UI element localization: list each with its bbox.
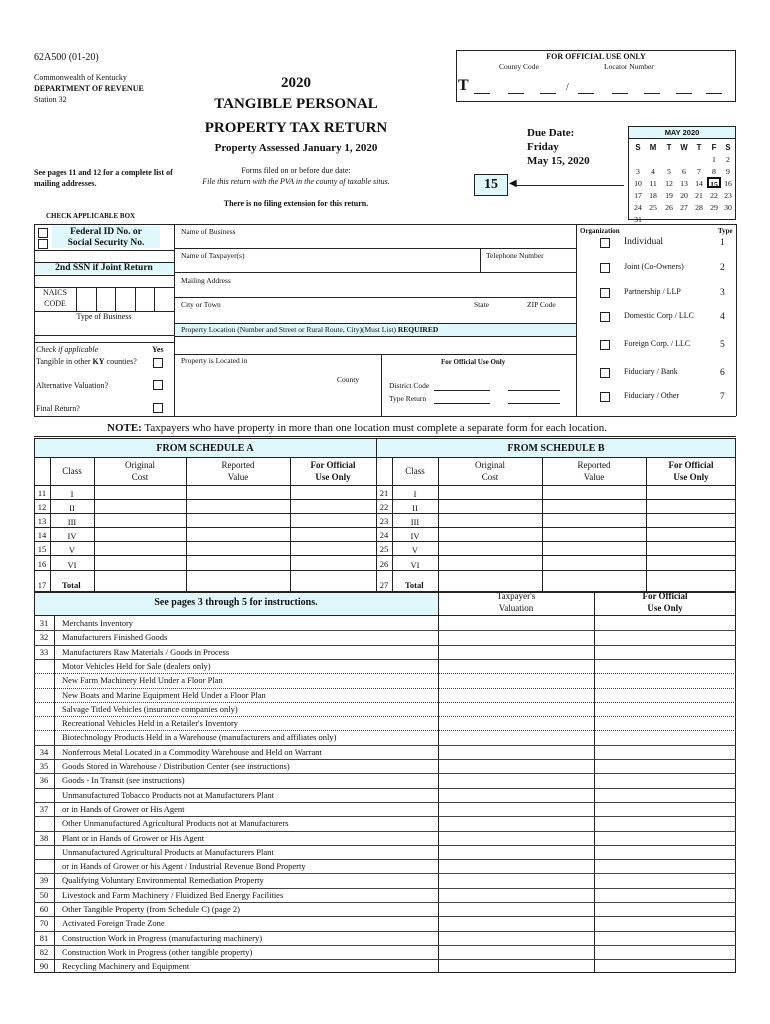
- city-label: City or Town: [181, 300, 221, 309]
- item-row-line: [34, 688, 736, 689]
- calendar-day: 23: [724, 191, 732, 200]
- item-description: New Boats and Marine Equipment Held Under a Floor Plan: [62, 689, 266, 700]
- sched-a-line-number: 15: [37, 544, 47, 554]
- calendar-dow: T: [666, 143, 672, 152]
- official-use-title: FOR OFFICIAL USE ONLY: [546, 52, 646, 61]
- sched-b-line-number: 24: [379, 530, 389, 540]
- ssn-checkbox[interactable]: [38, 239, 48, 249]
- sched-a-line-number: 14: [37, 530, 47, 540]
- item-row-line: [34, 730, 736, 731]
- type-business-field[interactable]: [34, 311, 175, 336]
- item-description: New Farm Machinery Held Under a Floor Plan: [62, 675, 223, 686]
- item-row-line: [34, 859, 736, 860]
- calendar-day: 4: [651, 167, 655, 176]
- sched-a-off-hdr-2: Use Only: [315, 472, 351, 482]
- sched-a-orig-hdr-2: Cost: [131, 472, 149, 482]
- type-return-label: Type Return: [389, 394, 427, 403]
- item-row-line: [34, 916, 736, 917]
- county-code-label: County Code: [499, 62, 539, 71]
- calendar-day: 22: [710, 191, 718, 200]
- org-type-number: 2: [720, 263, 725, 273]
- calendar-day: 6: [682, 167, 686, 176]
- item-row-line: [34, 773, 736, 774]
- item-row-line: [34, 802, 736, 803]
- org-type-number: 4: [720, 312, 725, 322]
- org-type-checkbox[interactable]: [600, 368, 610, 378]
- sched-b-class-hdr: Class: [405, 466, 425, 476]
- organization-header: Organization: [580, 227, 620, 235]
- item-description: Construction Work in Progress (other tangible property): [62, 946, 253, 957]
- org-type-label: Foreign Corp. / LLC: [624, 339, 691, 348]
- item-row-line: [34, 873, 736, 874]
- org-type-number: 5: [720, 340, 725, 350]
- naics-label-1: NAICS: [42, 288, 67, 297]
- arrow-left-icon: ◀: [509, 178, 517, 189]
- item-line-number: 39: [39, 875, 49, 886]
- sched-a-line-number: 16: [37, 559, 47, 569]
- calendar-day: 28: [695, 203, 703, 212]
- sched-b-rep-hdr-2: Value: [583, 472, 605, 482]
- form-year: 2020: [281, 75, 311, 91]
- item-line-number: 50: [39, 889, 49, 900]
- sched-a-rep-hdr-1: Reported: [221, 460, 255, 470]
- calendar-day: 21: [695, 191, 703, 200]
- instructions-note: See pages 3 through 5 for instructions.: [154, 597, 318, 608]
- filed-note: Forms filed on or before due date:: [241, 166, 351, 175]
- item-description: Biotechnology Products Held in a Warehouse (manufacturers and affiliates only): [62, 732, 337, 743]
- item-line-number: 90: [39, 961, 49, 972]
- calendar-day: 7: [697, 167, 701, 176]
- calendar-day: 14: [695, 179, 703, 188]
- agency-line1: Commonwealth of Kentucky: [34, 73, 127, 82]
- sched-a-class: II: [69, 503, 75, 513]
- sched-a-class: V: [68, 545, 76, 555]
- schedule-row-line: [34, 541, 736, 542]
- org-type-number: 7: [720, 392, 725, 402]
- item-description: or in Hands of Grower or His Agent: [62, 803, 185, 814]
- item-line-number: 34: [39, 746, 49, 757]
- item-row-line: [34, 788, 736, 789]
- calendar-day: 20: [680, 191, 688, 200]
- sched-b-total-label: Total: [405, 580, 424, 590]
- item-description: Livestock and Farm Machinery / Fluidized Bed Energy Facilities: [62, 889, 284, 900]
- note-line: NOTE: Taxpayers who have property in more than one location must complete a separate form for each location.: [107, 422, 607, 434]
- sched-a-class: VI: [67, 560, 77, 570]
- item-description: Manufacturers Finished Goods: [62, 632, 168, 643]
- business-name-label: Name of Business: [181, 227, 236, 236]
- calendar-day: 10: [634, 179, 642, 188]
- second-ssn-label: 2nd SSN if Joint Return: [55, 263, 153, 273]
- org-type-label: Fiduciary / Bank: [624, 367, 678, 376]
- county-label: County: [337, 375, 360, 384]
- sched-a-class: I: [70, 489, 74, 499]
- item-description: Qualifying Voluntary Environmental Remediation Property: [62, 875, 264, 886]
- form-id: 62A500 (01-20): [34, 52, 99, 63]
- item-line-number: 82: [39, 946, 49, 957]
- calendar-dow: T: [696, 143, 702, 152]
- item-row-line: [34, 759, 736, 760]
- official-use-hdr-2: Use Only: [647, 603, 683, 613]
- due-date-label: Due Date:: [527, 127, 575, 139]
- org-type-label: Individual: [624, 237, 664, 247]
- item-description: Manufacturers Raw Materials / Goods in Process: [62, 646, 230, 657]
- schedule-row-line: [34, 570, 736, 571]
- sched-b-orig-hdr-1: Original: [475, 460, 505, 470]
- final-return-label: Final Return?: [36, 404, 80, 413]
- sched-a-line-number: 12: [37, 502, 47, 512]
- sched-a-rep-hdr-2: Value: [227, 472, 249, 482]
- schedule-row-line: [34, 527, 736, 528]
- item-line-number: 32: [39, 632, 49, 643]
- alt-valuation-label: Alternative Valuation?: [36, 381, 109, 390]
- item-line-number: 33: [39, 646, 49, 657]
- item-line-number: 60: [39, 904, 49, 914]
- sched-b-line-number: 23: [379, 516, 389, 526]
- due-date: May 15, 2020: [527, 155, 590, 167]
- sched-b-class: II: [412, 503, 418, 513]
- sched-a-class: IV: [67, 531, 77, 541]
- item-row-line: [34, 888, 736, 889]
- calendar-dow: S: [635, 143, 641, 152]
- item-description: Merchants Inventory: [62, 618, 134, 628]
- type-header: Type: [718, 227, 733, 235]
- item-line-number: 35: [39, 761, 49, 771]
- calendar-day: 9: [726, 167, 730, 176]
- calendar-month: MAY 2020: [664, 128, 700, 137]
- item-row-line: [34, 902, 736, 903]
- item-description: Nonferrous Metal Located in a Commodity Warehouse and Held on Warrant: [62, 746, 322, 757]
- calendar-day: 19: [665, 191, 673, 200]
- zip-label: ZIP Code: [527, 300, 556, 309]
- item-description: Unmanufactured Agricultural Products at Manufacturers Plant: [62, 846, 274, 857]
- sched-b-class: IV: [410, 531, 420, 541]
- item-line-number: 38: [39, 832, 49, 843]
- calendar-day: 26: [665, 203, 673, 212]
- federal-id-checkbox[interactable]: [38, 228, 48, 238]
- federal-id-label: Federal ID No. or: [70, 227, 142, 237]
- schedule-a-title: FROM SCHEDULE A: [156, 443, 254, 454]
- calendar-day: 16: [724, 179, 732, 188]
- org-type-label: Partnership / LLP: [624, 287, 681, 296]
- calendar-dow: M: [649, 143, 657, 152]
- item-row-line: [34, 931, 736, 932]
- sched-a-line-number: 11: [37, 488, 47, 498]
- final-return-checkbox[interactable]: [153, 403, 163, 413]
- yes-label: Yes: [152, 345, 164, 354]
- agency-line2: DEPARTMENT OF REVENUE: [34, 84, 144, 93]
- mailing-note: See pages 11 and 12 for a complete list of mailing addresses.: [34, 168, 173, 188]
- sched-b-line-number: 25: [379, 544, 389, 554]
- calendar-day: 3: [636, 167, 640, 176]
- item-row-line: [34, 645, 736, 646]
- calendar-day: 17: [634, 191, 642, 200]
- sched-a-class-hdr: Class: [62, 466, 82, 476]
- taxpayer-valuation-hdr-2: Valuation: [498, 603, 534, 613]
- item-row-line: [34, 959, 736, 960]
- file-with-note: File this return with the PVA in the county of taxable situs.: [202, 177, 390, 186]
- tangible-label: Tangible in other KY counties?: [36, 357, 137, 366]
- property-location-label: Property Location (Number and Street or Rural Route, City)(Must List) REQUIRED: [181, 325, 439, 334]
- item-description: Activated Foreign Trade Zone: [62, 918, 165, 929]
- org-type-checkbox[interactable]: [600, 263, 610, 273]
- sched-b-line-number: 26: [379, 559, 389, 569]
- calendar-day: 25: [649, 203, 657, 212]
- schedule-b-title: FROM SCHEDULE B: [507, 443, 605, 454]
- org-type-label: Joint (Co-Owners): [624, 262, 684, 271]
- org-type-checkbox[interactable]: [600, 340, 610, 350]
- sched-b-class: V: [411, 545, 419, 555]
- item-row-line: [34, 630, 736, 631]
- org-type-number: 6: [720, 368, 725, 378]
- sched-a-class: III: [67, 517, 77, 527]
- calendar-day: 29: [710, 203, 718, 212]
- org-type-number: 1: [720, 238, 725, 248]
- calendar-day: 24: [634, 203, 642, 212]
- sched-b-line-number: 21: [379, 488, 389, 498]
- sched-b-off-hdr-2: Use Only: [673, 472, 709, 482]
- t-marker: T: [458, 77, 469, 94]
- org-type-number: 3: [720, 288, 725, 298]
- org-type-label: Fiduciary / Other: [624, 391, 680, 400]
- title-line2: PROPERTY TAX RETURN: [204, 120, 388, 136]
- item-row-line: [34, 716, 736, 717]
- item-row-line: [34, 831, 736, 832]
- sched-a-off-hdr-1: For Official: [310, 460, 356, 470]
- calendar-day: 12: [665, 179, 673, 188]
- item-line-number: 37: [39, 803, 49, 814]
- calendar-day: 1: [712, 155, 716, 164]
- due-day-number: 15: [484, 177, 498, 192]
- official-use-hdr-1: For Official: [642, 591, 688, 601]
- calendar-day: 11: [649, 179, 657, 188]
- calendar-dow: W: [680, 143, 688, 152]
- calendar-day: 18: [649, 191, 657, 200]
- item-description: Construction Work in Progress (manufacturing machinery): [62, 932, 263, 943]
- org-type-checkbox[interactable]: [600, 312, 610, 322]
- item-row-line: [34, 673, 736, 674]
- agency-line3: Station 32: [34, 95, 67, 104]
- ssn-label: Social Security No.: [67, 238, 145, 248]
- calendar-day: 31: [634, 215, 642, 224]
- item-line-number: 70: [39, 918, 49, 929]
- item-line-number: 36: [39, 775, 49, 786]
- item-row-line: [34, 745, 736, 746]
- schedule-row-line: [34, 513, 736, 514]
- naics-label-2: CODE: [44, 299, 66, 308]
- org-type-label: Domestic Corp / LLC: [624, 311, 694, 320]
- item-row-line: [34, 702, 736, 703]
- sched-b-class: VI: [410, 560, 420, 570]
- sched-a-total-line: 17: [37, 580, 47, 590]
- official-only-label: For Official Use Only: [441, 358, 506, 366]
- calendar-day: 30: [724, 203, 732, 212]
- sched-a-total-label: Total: [62, 580, 81, 590]
- org-type-checkbox[interactable]: [600, 288, 610, 298]
- item-description: Salvage Titled Vehicles (insurance companies only): [62, 703, 238, 714]
- calendar-dow: S: [725, 143, 731, 152]
- located-in-label: Property is Located in: [181, 356, 248, 365]
- calendar-day: 13: [680, 179, 688, 188]
- sched-a-line-number: 13: [37, 516, 47, 526]
- no-extension-note: There is no filing extension for this return.: [223, 199, 369, 208]
- calendar-day: 5: [667, 167, 671, 176]
- item-line-number: 31: [39, 618, 49, 628]
- calendar-day: 27: [680, 203, 688, 212]
- calendar-day: 15: [707, 177, 721, 188]
- item-row-line: [34, 816, 736, 817]
- due-day: Friday: [527, 141, 559, 153]
- sched-b-class: III: [410, 517, 420, 527]
- schedule-row-line: [34, 555, 736, 556]
- sched-a-orig-hdr-1: Original: [125, 460, 155, 470]
- item-description: Goods Stored in Warehouse / Distribution Center (see instructions): [62, 761, 290, 771]
- item-row-line: [34, 845, 736, 846]
- telephone-label: Telephone Number: [486, 251, 544, 260]
- item-description: Other Unmanufactured Agricultural Products not at Manufacturers: [62, 818, 289, 829]
- calendar-day: 8: [712, 167, 716, 176]
- sched-b-total-line: 27: [379, 580, 389, 590]
- item-description: Goods - In Transit (see instructions): [62, 775, 185, 786]
- sched-b-off-hdr-1: For Official: [668, 460, 714, 470]
- item-description: Other Tangible Property (from Schedule C) (page 2): [62, 904, 240, 914]
- org-type-checkbox[interactable]: [600, 238, 610, 248]
- item-description: Plant or in Hands of Grower or His Agent: [62, 832, 205, 843]
- item-description: Recreational Vehicles Held in a Retailer's Inventory: [62, 718, 239, 729]
- sched-b-line-number: 22: [379, 502, 389, 512]
- district-code-label: District Code: [389, 381, 430, 390]
- item-description: Unmanufactured Tobacco Products not at Manufacturers Plant: [62, 789, 275, 800]
- tangible-checkbox[interactable]: [153, 358, 163, 368]
- item-description: Motor Vehicles Held for Sale (dealers only): [62, 660, 211, 671]
- sched-b-class: I: [413, 489, 417, 499]
- item-row-line: [34, 945, 736, 946]
- assessed-date: Property Assessed January 1, 2020: [214, 142, 378, 154]
- schedule-row-line: [34, 499, 736, 500]
- sched-b-rep-hdr-1: Reported: [577, 460, 611, 470]
- item-description: or in Hands of Grower or his Agent / Industrial Revenue Bond Property: [62, 861, 306, 872]
- calendar-dow: F: [711, 143, 717, 152]
- calendar-day: 2: [726, 155, 730, 164]
- item-description: Recycling Machinery and Equipment: [62, 961, 190, 972]
- taxpayer-name-label: Name of Taxpayer(s): [181, 251, 245, 260]
- check-box-label: CHECK APPLICABLE BOX: [46, 212, 136, 220]
- title-line1: TANGIBLE PERSONAL: [214, 96, 378, 112]
- locator-label: Locator Number: [604, 62, 654, 71]
- taxpayer-valuation-hdr-1: Taxpayer's: [496, 591, 536, 601]
- item-row-line: [34, 659, 736, 660]
- check-if-label: Check if applicable: [36, 345, 99, 354]
- alt-valuation-checkbox[interactable]: [153, 380, 163, 390]
- code-slash: /: [566, 82, 569, 93]
- mailing-address-label: Mailing Address: [181, 276, 231, 285]
- type-business-label: Type of Business: [76, 312, 132, 321]
- sched-b-orig-hdr-2: Cost: [481, 472, 499, 482]
- state-label: State: [474, 300, 489, 309]
- item-line-number: 81: [39, 932, 49, 943]
- org-type-checkbox[interactable]: [600, 392, 610, 402]
